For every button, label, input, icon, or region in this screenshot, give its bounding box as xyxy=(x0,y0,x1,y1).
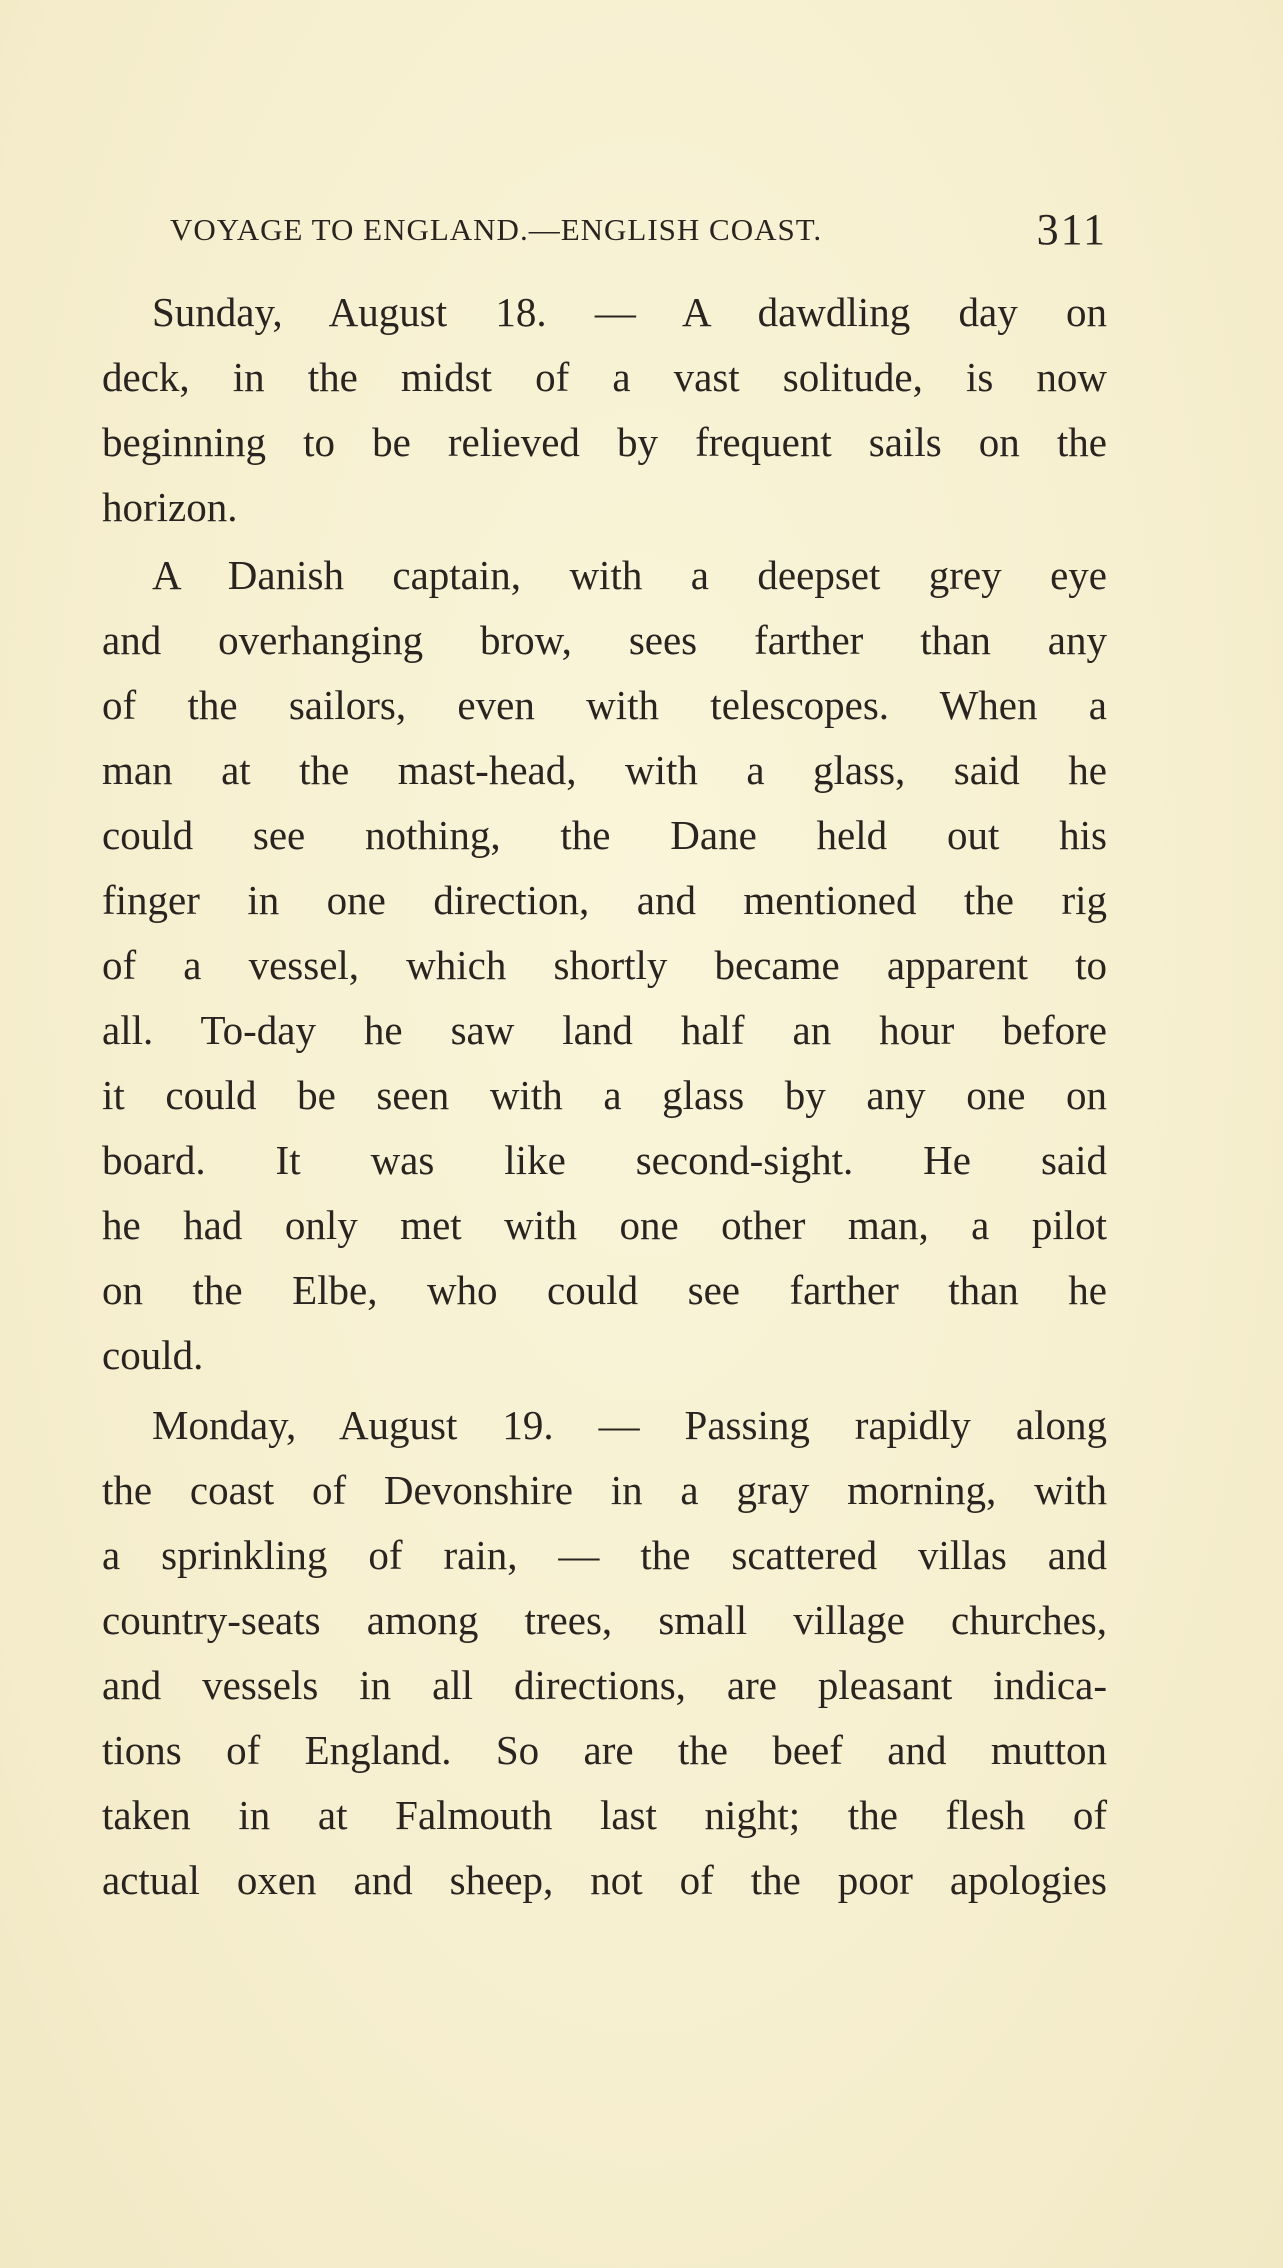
text-line: he had only met with one other man, a pilot xyxy=(102,1202,1107,1248)
text-line: all. To-day he saw land half an hour before xyxy=(102,1007,1107,1053)
running-title: VOYAGE TO ENGLAND.—ENGLISH COAST. xyxy=(170,212,823,247)
text-line: of the sailors, even with telescopes. When a xyxy=(102,682,1107,728)
text-line: beginning to be relieved by frequent sails on the xyxy=(102,419,1107,465)
text-line: on the Elbe, who could see farther than he xyxy=(102,1267,1107,1313)
text-line: and overhanging brow, sees farther than any xyxy=(102,617,1107,663)
text-line: actual oxen and sheep, not of the poor apologies xyxy=(102,1857,1107,1903)
text-line: finger in one direction, and mentioned the rig xyxy=(102,877,1107,923)
text-line: horizon. xyxy=(102,484,238,530)
text-line: taken in at Falmouth last night; the flesh of xyxy=(102,1792,1107,1838)
text-line: board. It was like second-sight. He said xyxy=(102,1137,1107,1183)
text-line: it could be seen with a glass by any one on xyxy=(102,1072,1107,1118)
page-number: 311 xyxy=(1036,205,1107,254)
text-line: man at the mast-head, with a glass, said he xyxy=(102,747,1107,793)
text-line: deck, in the midst of a vast solitude, is now xyxy=(102,354,1107,400)
running-head xyxy=(170,204,1107,264)
text-line: Monday, August 19. — Passing rapidly along xyxy=(152,1402,1107,1448)
text-line: the coast of Devonshire in a gray morning, with xyxy=(102,1467,1107,1513)
text-line: tions of England. So are the beef and mutton xyxy=(102,1727,1107,1773)
text-line: country-seats among trees, small village churches, xyxy=(102,1597,1107,1643)
text-line: and vessels in all directions, are pleasant indica- xyxy=(102,1662,1107,1708)
text-line: A Danish captain, with a deepset grey eye xyxy=(152,552,1107,598)
text-line: of a vessel, which shortly became apparent to xyxy=(102,942,1107,988)
text-line: could see nothing, the Dane held out his xyxy=(102,812,1107,858)
text-line: could. xyxy=(102,1332,204,1378)
text-line: a sprinkling of rain, — the scattered villas and xyxy=(102,1532,1107,1578)
text-line: Sunday, August 18. — A dawdling day on xyxy=(152,289,1107,335)
